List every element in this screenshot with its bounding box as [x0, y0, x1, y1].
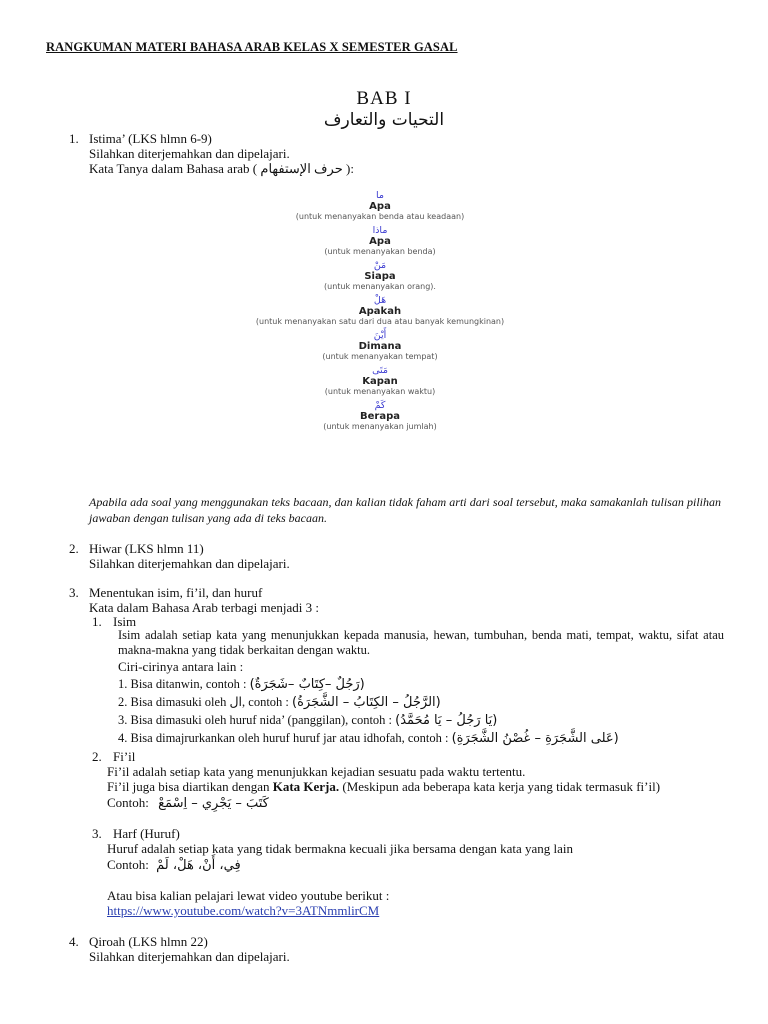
video-intro: Atau bisa kalian pelajari lewat video youtube berikut :	[107, 888, 390, 903]
question-word-description: (untuk menanyakan benda)	[324, 247, 436, 256]
section-3-number: 3.	[69, 585, 79, 600]
question-word-arabic: ماذا	[372, 225, 388, 236]
fiil-title: Fi’il	[113, 749, 136, 764]
section-3-intro: Kata dalam Bahasa Arab terbagi menjadi 3 :	[89, 600, 319, 615]
isim-characteristic	[118, 695, 441, 710]
isim-characteristic	[118, 677, 365, 692]
question-word-description: (untuk menanyakan satu dari dua atau banyak kemungkinan)	[255, 317, 505, 326]
fiil-def-post: (Meskipun ada beberapa kata kerja yang tidak termasuk fi’il)	[339, 779, 661, 794]
section-2-number: 2.	[69, 541, 79, 556]
reading-tip-note: Apabila ada soal yang menggunakan teks bacaan, dan kalian tidak faham arti dari soal tersebut, maka samakanlah tulisan pilihan jawaban dengan tulisan yang ada di teks bacaan.	[89, 495, 721, 525]
fiil-example	[107, 795, 269, 811]
question-word-description: (untuk menanyakan jumlah)	[323, 422, 437, 431]
isim-example-arabic: (عَلى الشَّجَرَةِ – غُصْنُ الشَّجَرَةِ)	[451, 731, 619, 746]
section-1-number: 1.	[69, 131, 79, 146]
section-1-instruction: Silahkan diterjemahkan dan dipelajari.	[89, 146, 290, 161]
fiil-definition: Fi’il adalah setiap kata yang menunjukkan kejadian sesuatu pada waktu tertentu.	[107, 764, 526, 779]
question-word-item	[190, 225, 570, 257]
question-word-arabic: أَيْنَ	[373, 330, 387, 341]
isim-example-arabic: (الرَّجُلُ – الكِتَابُ – الشَّجَرَةُ)	[292, 695, 441, 710]
isim-example-arabic: (رَجُلٌ –كِتَابٌ –شَجَرَةٌ)	[249, 677, 365, 692]
isim-characteristic-text: 1. Bisa ditanwin, contoh :	[118, 677, 247, 691]
isim-definition: Isim adalah setiap kata yang menunjukkan kepada manusia, hewan, tumbuhan, benda mati, tempat, waktu, sifat atau makna-makna yang tidak berkaitan dengan waktu.	[118, 628, 724, 657]
harf-example	[107, 857, 241, 873]
chapter-title: BAB I	[356, 88, 412, 109]
question-word-meaning: Siapa	[364, 271, 396, 282]
section-2-title: Hiwar (LKS hlmn 11)	[89, 541, 204, 556]
section-3-title: Menentukan isim, fi’il, dan huruf	[89, 585, 263, 600]
isim-characteristic-text: 4. Bisa dimajrurkankan oleh huruf huruf jar atau idhofah, contoh :	[118, 731, 449, 745]
section-1-title: Istima’ (LKS hlmn 6-9)	[89, 131, 212, 146]
fiil-definition-2	[107, 779, 660, 794]
question-word-meaning: Berapa	[360, 411, 400, 422]
question-word-arabic: ما	[376, 190, 384, 201]
fiil-number: 2.	[92, 749, 102, 764]
isim-characteristic	[118, 731, 619, 746]
chapter-arabic-title: التحيات والتعارف	[323, 110, 445, 130]
isim-characteristic	[118, 713, 497, 728]
question-word-meaning: Apa	[369, 201, 391, 212]
question-word-meaning: Apakah	[358, 306, 402, 317]
section-2-instruction: Silahkan diterjemahkan dan dipelajari.	[89, 556, 290, 571]
question-word-item	[190, 295, 570, 327]
question-word-description: (untuk menanyakan orang).	[324, 282, 436, 291]
question-word-item	[190, 365, 570, 397]
question-word-arabic: كَمْ	[374, 400, 386, 411]
isim-characteristics-label: Ciri-cirinya antara lain :	[118, 659, 244, 674]
isim-example-arabic: (يَا رَجُلُ – يَا مُحَمَّدُ)	[395, 713, 498, 728]
question-word-item	[190, 260, 570, 292]
question-word-meaning: Kapan	[362, 376, 398, 387]
question-word-item	[190, 330, 570, 362]
question-word-item	[190, 190, 570, 222]
section-1-question-words-intro: Kata Tanya dalam Bahasa arab ( حرف الإستفهام ):	[89, 161, 354, 176]
section-4-instruction: Silahkan diterjemahkan dan dipelajari.	[89, 949, 290, 964]
question-word-description: (untuk menanyakan benda atau keadaan)	[295, 212, 465, 221]
harf-number: 3.	[92, 826, 102, 841]
question-word-meaning: Apa	[369, 236, 391, 247]
fiil-def-bold: Kata Kerja.	[272, 779, 340, 794]
fiil-def-pre: Fi’il juga bisa diartikan dengan	[107, 779, 273, 794]
harf-example-arabic: فِي، أَنْ، هَلْ، لَمْ	[156, 858, 241, 873]
question-word-arabic: هَلْ	[373, 295, 387, 306]
isim-number: 1.	[92, 614, 102, 629]
document-header: RANGKUMAN MATERI BAHASA ARAB KELAS X SEMESTER GASAL	[46, 40, 458, 54]
question-word-arabic: مَتَى	[372, 365, 388, 376]
harf-title: Harf (Huruf)	[113, 826, 180, 841]
isim-characteristic-text: 3. Bisa dimasuki oleh huruf nida’ (panggilan), contoh :	[118, 713, 393, 727]
question-word-description: (untuk menanyakan waktu)	[324, 387, 436, 396]
harf-definition: Huruf adalah setiap kata yang tidak bermakna kecuali jika bersama dengan kata yang lain	[107, 841, 574, 856]
question-words-figure	[190, 190, 570, 435]
question-word-arabic: مَنْ	[373, 260, 387, 271]
question-word-item	[190, 400, 570, 432]
fiil-example-arabic: كَتَبَ – يَجْرِي – اِسْمَعْ	[158, 796, 269, 811]
section-4-number: 4.	[69, 934, 79, 949]
youtube-video-link[interactable]: https://www.youtube.com/watch?v=3ATNmmlirCM	[107, 903, 380, 918]
harf-example-label: Contoh:	[107, 857, 149, 872]
question-word-meaning: Dimana	[358, 341, 402, 352]
question-word-description: (untuk menanyakan tempat)	[322, 352, 438, 361]
isim-characteristic-text: 2. Bisa dimasuki oleh ال, contoh :	[118, 695, 289, 709]
section-4-title: Qiroah (LKS hlmn 22)	[89, 934, 208, 949]
isim-title: Isim	[113, 614, 137, 629]
fiil-example-label: Contoh:	[107, 795, 149, 810]
